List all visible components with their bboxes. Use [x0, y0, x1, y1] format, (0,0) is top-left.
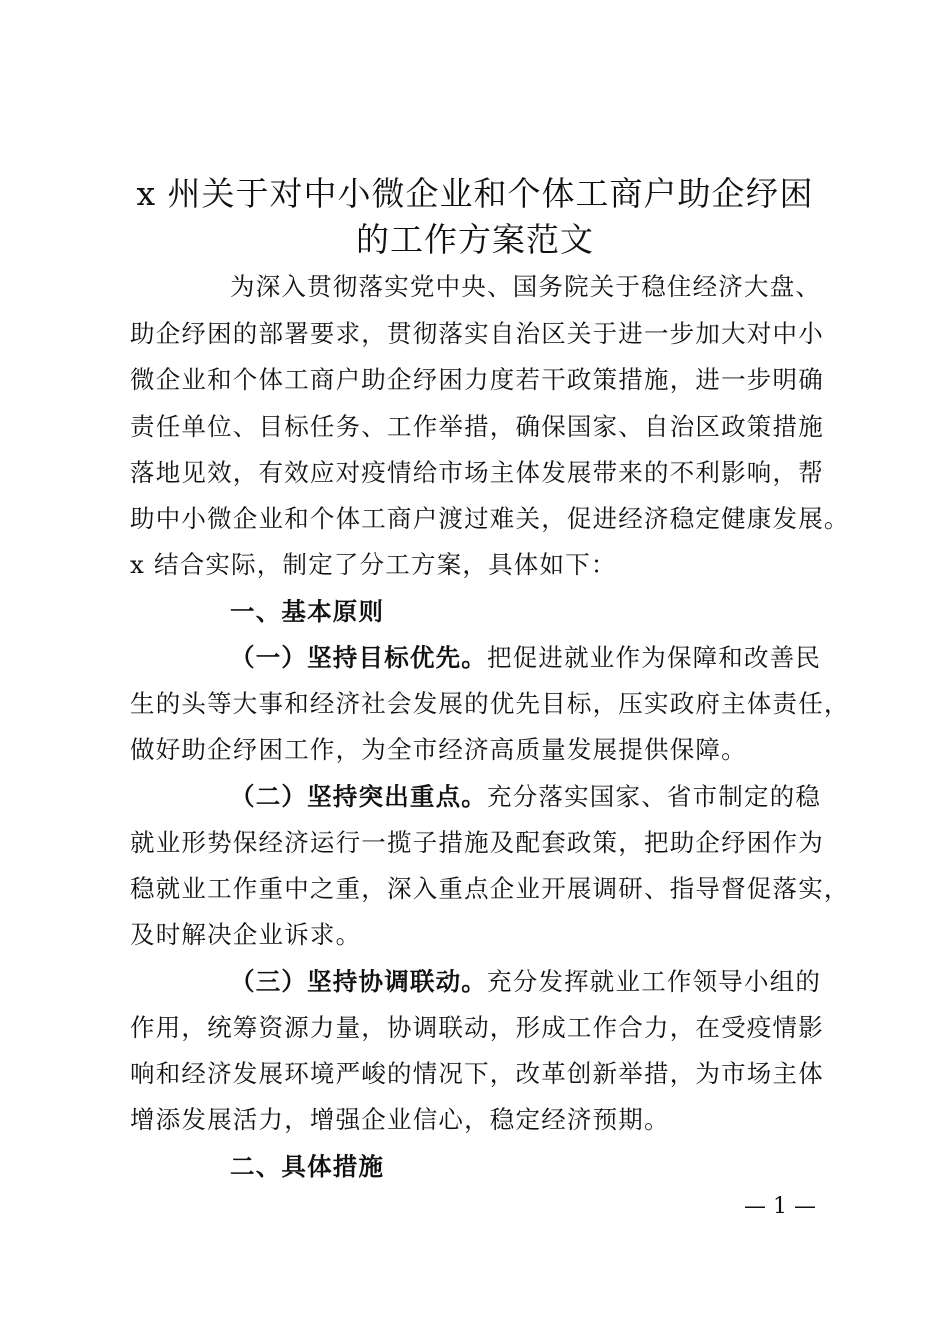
principle-3-line: 作用，统筹资源力量，协调联动，形成工作合力，在受疫情影 [130, 1013, 824, 1042]
section-heading-specific-measures: 二、具体措施 [230, 1152, 385, 1181]
intro-line: 落地见效，有效应对疫情给市场主体发展带来的不利影响，帮 [130, 458, 824, 487]
intro-line: 为深入贯彻落实党中央、国务院关于稳住经济大盘、 [230, 272, 822, 301]
principle-1-line: 做好助企纾困工作，为全市经济高质量发展提供保障。 [130, 735, 747, 764]
intro-line: 责任单位、目标任务、工作举措，确保国家、自治区政策措施 [130, 412, 824, 441]
principle-2-text: 充分落实国家、省市制定的稳 [487, 782, 822, 811]
intro-line: 微企业和个体工商户助企纾困力度若干政策措施，进一步明确 [130, 365, 824, 394]
principle-1-line [230, 635, 821, 681]
principle-3-text: 充分发挥就业工作领导小组的 [487, 967, 822, 996]
intro-line: x 结合实际，制定了分工方案，具体如下： [130, 550, 617, 579]
document-title-line-1: x 州关于对中小微企业和个体工商户助企纾困 [136, 174, 814, 213]
principle-2-line [230, 774, 821, 820]
section-heading-basic-principles: 一、基本原则 [230, 597, 385, 626]
principle-1-heading: （一）坚持目标优先。 [230, 643, 487, 672]
page-number: — 1 — [744, 1194, 816, 1219]
document-title-line-2: 的工作方案范文 [356, 220, 594, 259]
principle-1-line: 生的头等大事和经济社会发展的优先目标，压实政府主体责任， [130, 689, 850, 718]
intro-line: 助企纾困的部署要求，贯彻落实自治区关于进一步加大对中小 [130, 319, 824, 348]
principle-2-line: 就业形势保经济运行一揽子措施及配套政策，把助企纾困作为 [130, 828, 824, 857]
principle-2-heading: （二）坚持突出重点。 [230, 782, 487, 811]
intro-line: 助中小微企业和个体工商户渡过难关，促进经济稳定健康发展。 [130, 504, 850, 533]
principle-2-line: 及时解决企业诉求。 [130, 920, 362, 949]
principle-2-line: 稳就业工作重中之重，深入重点企业开展调研、指导督促落实， [130, 874, 850, 903]
principle-3-heading: （三）坚持协调联动。 [230, 967, 487, 996]
principle-1-text: 把促进就业作为保障和改善民 [487, 643, 822, 672]
principle-3-line: 增添发展活力，增强企业信心，稳定经济预期。 [130, 1105, 670, 1134]
principle-3-line [230, 959, 821, 1005]
principle-3-line: 响和经济发展环境严峻的情况下，改革创新举措，为市场主体 [130, 1059, 824, 1088]
